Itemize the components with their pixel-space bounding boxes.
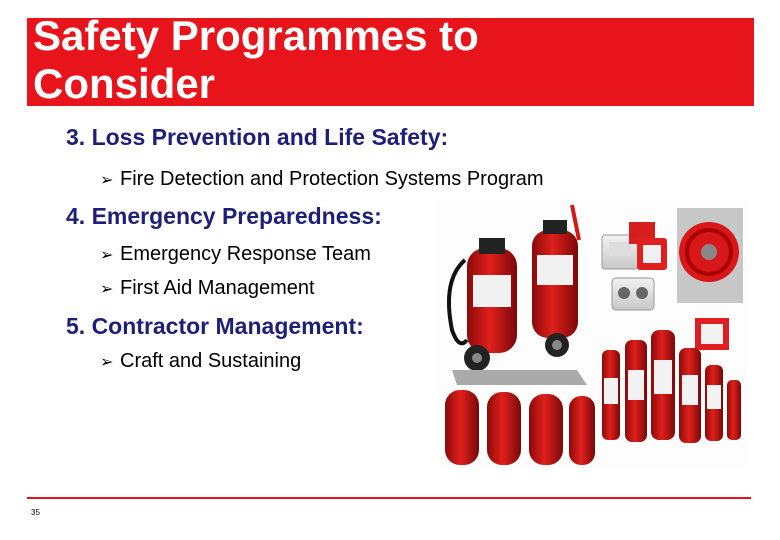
arrow-bullet-icon: ➢ — [100, 280, 114, 298]
arrow-bullet-icon: ➢ — [100, 353, 114, 371]
bullet-text: Craft and Sustaining — [120, 350, 302, 372]
arrow-bullet-icon: ➢ — [100, 246, 114, 264]
title-line-1: Safety Programmes to — [33, 18, 479, 59]
arrow-bullet-icon: ➢ — [100, 171, 114, 189]
bullet-text: Fire Detection and Protection Systems Program — [120, 168, 544, 190]
bullet-item — [100, 243, 371, 266]
page-number: 35 — [31, 508, 40, 517]
section-heading-loss-prevention: 3. Loss Prevention and Life Safety: — [66, 124, 449, 150]
title-line-2: Consider — [33, 60, 216, 106]
slide-title — [33, 18, 479, 106]
fire-safety-equipment-icon — [437, 200, 747, 468]
title-bar — [27, 18, 754, 106]
bullet-item — [100, 168, 544, 191]
hose-reel-icon — [677, 208, 743, 303]
bullet-item — [100, 277, 315, 300]
suppression-cylinders-icon — [445, 370, 595, 465]
bullet-item — [100, 350, 301, 373]
footer-divider — [27, 497, 751, 499]
bullet-text: Emergency Response Team — [120, 243, 371, 265]
section-heading-contractor-management: 5. Contractor Management: — [66, 313, 364, 339]
section-heading-emergency-preparedness: 4. Emergency Preparedness: — [66, 203, 382, 229]
bullet-text: First Aid Management — [120, 277, 315, 299]
